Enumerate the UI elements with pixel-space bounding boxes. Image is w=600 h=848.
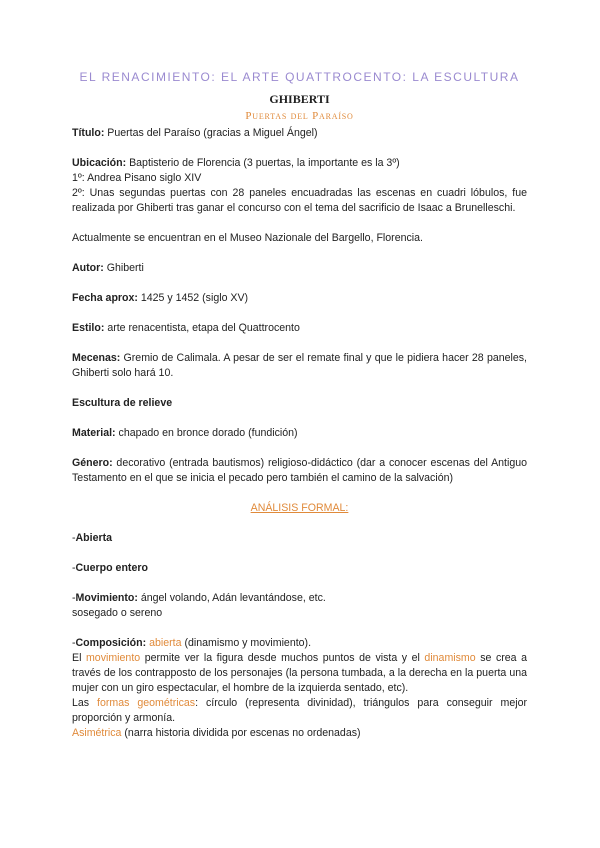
composicion-label: Composición: (75, 637, 147, 649)
analisis-heading: ANÁLISIS FORMAL: (250, 502, 349, 514)
work-subheading: Puertas del Paraíso (245, 110, 354, 122)
composicion-value: (dinamismo y movimiento). (181, 637, 312, 649)
escultura-line (72, 396, 527, 411)
p1-text-a: El (72, 652, 86, 664)
autor-label: Autor: (72, 262, 104, 274)
genero-line (72, 456, 527, 486)
fecha-line (72, 291, 527, 306)
p1-highlight-dinamismo: dinamismo (424, 652, 476, 664)
estilo-label: Estilo: (72, 322, 105, 334)
mecenas-label: Mecenas: (72, 352, 121, 364)
p2-text-a: Las (72, 697, 98, 709)
actualmente-line: Actualmente se encuentran en el Museo Nazionale del Bargello, Florencia. (72, 232, 423, 244)
escultura-label: Escultura de relieve (72, 397, 173, 409)
page-title: EL RENACIMIENTO: EL ARTE QUATTROCENTO: LA ESCULTURA (79, 70, 520, 84)
abierta-line: -Abierta (72, 532, 113, 544)
estilo-value: arte renacentista, etapa del Quattrocento (104, 322, 300, 334)
ubicacion-line (72, 156, 527, 171)
titulo-label: Título: (72, 127, 105, 139)
p3-highlight-asimetrica: Asimétrica (72, 727, 122, 739)
movimiento-line: -Movimiento: ángel volando, Adán levantándose, etc. (72, 592, 326, 604)
sosegado-line: sosegado o sereno (72, 607, 163, 619)
mecenas-line (72, 351, 527, 381)
autor-line (72, 261, 527, 276)
material-line (72, 426, 527, 441)
p2-highlight-formas: formas geométricas (97, 697, 196, 709)
movimiento-label: Movimiento: (75, 592, 138, 604)
movimiento-paragraph (72, 651, 527, 696)
abierta-label: Abierta (75, 532, 113, 544)
material-value: chapado en bronce dorado (fundición) (115, 427, 298, 439)
ubicacion-line-2: 2º: Unas segundas puertas con 28 paneles encuadradas las escenas en cuadri lóbulos, fue realizada por Ghiberti tras ganar el concurso con el tema del sacrificio de Isaac a Brunelleschi. (72, 187, 527, 214)
genero-value: decorativo (entrada bautismos) religioso-didáctico (dar a conocer escenas del Antiguo Testamento en el que se inicia el pecado pero también el camino de la salvación) (72, 457, 527, 484)
p1-text-c: se crea a través de los contrapposto de los personajes (la persona tumbada, a la derecha en la puerta una mujer con un giro espectacular, el hombre de la izquierda sentado, etc). (72, 652, 527, 694)
cuerpo-label: Cuerpo entero (75, 562, 148, 574)
artist-heading: GHIBERTI (269, 92, 330, 106)
composicion-highlight: abierta (149, 637, 182, 649)
material-label: Material: (72, 427, 116, 439)
mecenas-value: Gremio de Calimala. A pesar de ser el remate final y que le pidiera hacer 28 paneles, Ghiberti solo hará 10. (72, 352, 527, 379)
movimiento-value: ángel volando, Adán levantándose, etc. (137, 592, 326, 604)
ubicacion-label: Ubicación: (72, 157, 127, 169)
estilo-line (72, 321, 527, 336)
p2-text-b: : círculo (representa divinidad), triángulos para conseguir mejor proporción y armonía. (72, 697, 527, 724)
p3-text-b: (narra historia dividida por escenas no ordenadas) (121, 727, 361, 739)
composicion-line: -Composición: abierta (dinamismo y movimiento). (72, 637, 312, 649)
document-page (72, 70, 527, 741)
fecha-value: 1425 y 1452 (siglo XV) (137, 292, 249, 304)
ubicacion-value: Baptisterio de Florencia (3 puertas, la importante es la 3º) (126, 157, 400, 169)
titulo-value: Puertas del Paraíso (gracias a Miguel Ángel) (104, 127, 318, 139)
fecha-label: Fecha aprox: (72, 292, 138, 304)
asimetrica-paragraph (72, 726, 527, 741)
formas-paragraph (72, 696, 527, 726)
ubicacion-line-1: 1º: Andrea Pisano siglo XIV (72, 172, 202, 184)
p1-highlight-movimiento: movimiento (85, 652, 141, 664)
titulo-line (72, 126, 527, 141)
autor-value: Ghiberti (103, 262, 144, 274)
genero-label: Género: (72, 457, 113, 469)
cuerpo-line: -Cuerpo entero (72, 562, 148, 574)
p1-text-b: permite ver la figura desde muchos puntos de vista y el (140, 652, 425, 664)
